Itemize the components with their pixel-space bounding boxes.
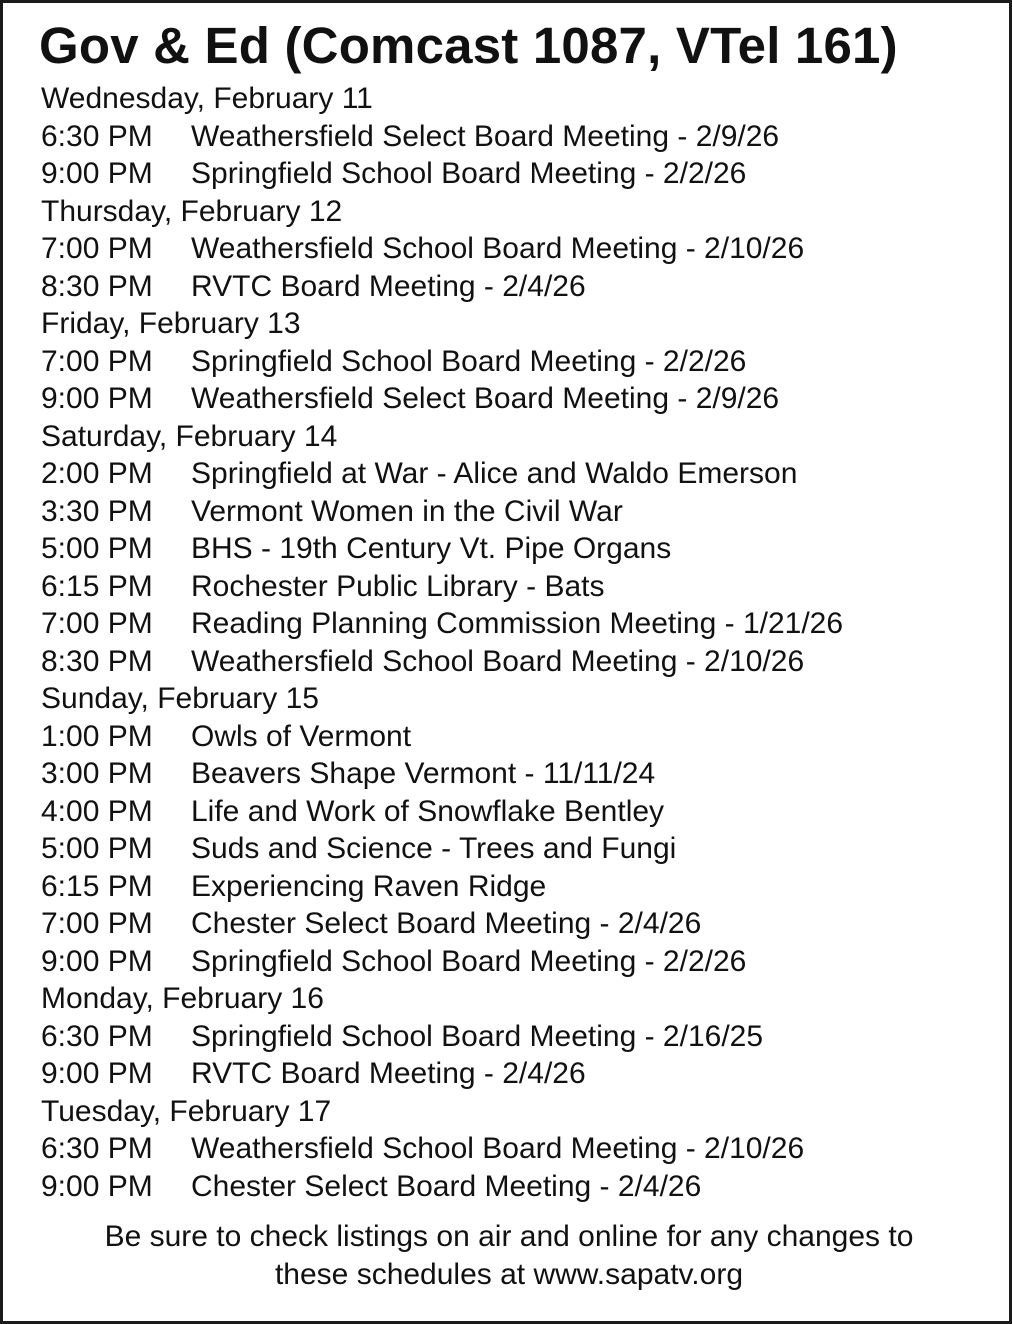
listing-row <box>41 268 991 306</box>
listing-program: Weathersfield School Board Meeting - 2/10/26 <box>191 644 805 678</box>
listing-time: 6:30 PM <box>41 119 153 153</box>
listing-row <box>41 605 991 643</box>
listing-program: Suds and Science - Trees and Fungi <box>191 832 677 865</box>
listing-row <box>41 1130 991 1168</box>
listing-time: 3:30 PM <box>41 494 153 528</box>
listing-row <box>41 755 991 793</box>
listing-row <box>41 380 991 418</box>
listing-program: Owls of Vermont <box>191 719 412 753</box>
listing-time: 9:00 PM <box>41 157 153 190</box>
listing-program: Chester Select Board Meeting - 2/4/26 <box>191 907 702 940</box>
listing-row <box>41 718 991 756</box>
listing-program: RVTC Board Meeting - 2/4/26 <box>191 269 586 303</box>
listing-row <box>41 155 991 193</box>
day-heading: Thursday, February 12 <box>41 194 343 228</box>
listing-program: Springfield at War - Alice and Waldo Emerson <box>191 457 798 490</box>
listing-time: 6:15 PM <box>41 869 153 903</box>
listing-program: Springfield School Board Meeting - 2/2/26 <box>191 344 747 378</box>
listing-time: 7:00 PM <box>41 344 153 378</box>
day-heading: Saturday, February 14 <box>41 419 338 453</box>
listing-program: Life and Work of Snowflake Bentley <box>191 794 665 828</box>
listing-time: 7:00 PM <box>41 232 153 265</box>
listing-program: Rochester Public Library - Bats <box>191 569 605 603</box>
listing-program: Springfield School Board Meeting - 2/16/25 <box>191 1019 764 1053</box>
listing-program: Vermont Women in the Civil War <box>191 494 623 528</box>
listing-row <box>41 455 991 493</box>
listing-time: 8:30 PM <box>41 269 153 303</box>
listing-time: 9:00 PM <box>41 944 153 978</box>
listing-row <box>41 905 991 943</box>
listing-time: 6:30 PM <box>41 1132 153 1165</box>
listing-row <box>41 343 991 381</box>
listing-row <box>41 793 991 831</box>
footer-line-2: these schedules at www.sapatv.org <box>274 1258 744 1291</box>
listing-time: 1:00 PM <box>41 719 153 753</box>
day-heading: Wednesday, February 11 <box>41 82 373 115</box>
listing-time: 9:00 PM <box>41 1057 153 1090</box>
listing-program: Weathersfield Select Board Meeting - 2/9/26 <box>191 119 780 153</box>
footer-line-1: Be sure to check listings on air and online for any changes to <box>104 1220 914 1253</box>
listing-time: 5:00 PM <box>41 532 153 565</box>
listing-program: Weathersfield School Board Meeting - 2/10/26 <box>191 1132 805 1165</box>
listing-program: Beavers Shape Vermont - 11/11/24 <box>191 757 656 790</box>
listing-row <box>41 493 991 531</box>
listing-row <box>41 830 991 868</box>
listing-row <box>41 230 991 268</box>
day-heading: Sunday, February 15 <box>41 682 319 715</box>
listing-program: Reading Planning Commission Meeting - 1/21/26 <box>191 607 844 640</box>
listing-time: 5:00 PM <box>41 832 153 865</box>
listing-row <box>41 1018 991 1056</box>
listing-time: 6:30 PM <box>41 1019 153 1053</box>
day-heading: Monday, February 16 <box>41 982 324 1015</box>
listing-time: 2:00 PM <box>41 457 153 490</box>
listing-time: 3:00 PM <box>41 757 153 790</box>
listing-program: Weathersfield Select Board Meeting - 2/9/26 <box>191 382 780 415</box>
listing-time: 9:00 PM <box>41 382 153 415</box>
listing-program: BHS - 19th Century Vt. Pipe Organs <box>191 532 672 565</box>
listing-row <box>41 643 991 681</box>
listing-row <box>41 943 991 981</box>
listing-row <box>41 118 991 156</box>
listing-time: 7:00 PM <box>41 607 153 640</box>
schedule-title: Gov & Ed (Comcast 1087, VTel 161) <box>39 17 898 74</box>
day-heading: Friday, February 13 <box>41 307 301 340</box>
listing-time: 6:15 PM <box>41 569 153 603</box>
day-heading: Tuesday, February 17 <box>41 1094 332 1128</box>
listing-program: Weathersfield School Board Meeting - 2/10/26 <box>191 232 805 265</box>
listing-time: 8:30 PM <box>41 644 153 678</box>
schedule-listing <box>41 80 991 1205</box>
listing-time: 7:00 PM <box>41 907 153 940</box>
listing-time: 9:00 PM <box>41 1169 153 1203</box>
listing-row <box>41 568 991 606</box>
listing-row <box>41 530 991 568</box>
schedule-footer-note <box>23 1218 995 1294</box>
listing-program: Chester Select Board Meeting - 2/4/26 <box>191 1169 702 1203</box>
listing-program: RVTC Board Meeting - 2/4/26 <box>191 1057 586 1090</box>
listing-program: Springfield School Board Meeting - 2/2/26 <box>191 157 747 190</box>
listing-row <box>41 868 991 906</box>
listing-row <box>41 1168 991 1206</box>
listing-program: Experiencing Raven Ridge <box>191 869 547 903</box>
listing-time: 4:00 PM <box>41 794 153 828</box>
listing-row <box>41 1055 991 1093</box>
listing-program: Springfield School Board Meeting - 2/2/26 <box>191 944 747 978</box>
